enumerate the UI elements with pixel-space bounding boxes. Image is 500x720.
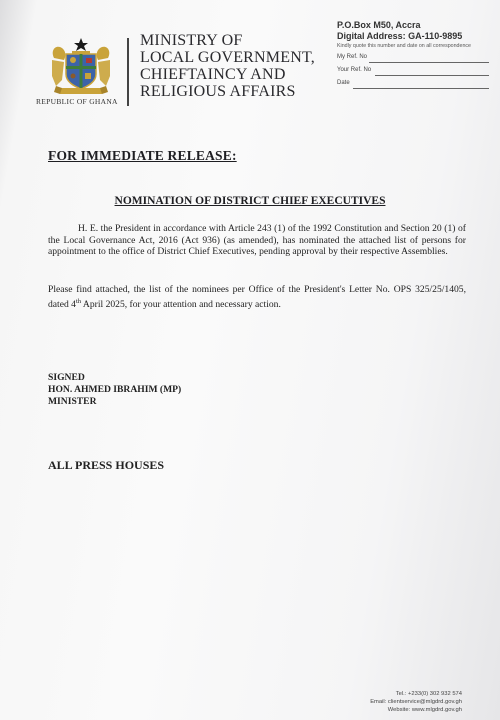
paragraph-nomination: H. E. the President in accordance with Article 243 (1) of the 1992 Constitution and Section 20 (1) of the Local Governance Act, 2016 (Act 936) (as amended), has nominated the attached list of persons for appointment to the office of District Chief Executives, pending approval by their respective Assemblies. (48, 223, 466, 257)
footer-contact (370, 690, 462, 714)
ministry-line-3: CHIEFTAINCY AND (140, 66, 286, 83)
your-ref-line (375, 75, 489, 76)
paragraph-attachment (48, 284, 466, 310)
release-heading: FOR IMMEDIATE RELEASE: (48, 148, 237, 163)
date-line (353, 88, 489, 89)
quote-note: Kindly quote this number and date on all correspondence (337, 43, 471, 49)
po-box: P.O.Box M50, Accra (337, 20, 421, 30)
signatory-role: MINISTER (48, 396, 97, 407)
ministry-line-2: LOCAL GOVERNMENT, (140, 49, 315, 66)
ghana-coat-of-arms-icon (48, 36, 114, 96)
letterhead-divider (127, 38, 129, 106)
press-recipients: ALL PRESS HOUSES (48, 458, 165, 472)
paragraph-attachment-text-2: April 2025, for your attention and necessary action. (81, 298, 281, 310)
country-label: REPUBLIC OF GHANA (36, 97, 118, 106)
contact-block (337, 20, 497, 90)
ministry-line-4: RELIGIOUS AFFAIRS (140, 83, 296, 100)
footer-email: Email: clientservice@mlgdrd.gov.gh (370, 699, 462, 705)
digital-address: Digital Address: GA-110-9895 (337, 31, 463, 41)
ministry-line-1: MINISTRY OF (140, 32, 243, 49)
my-ref-row (337, 51, 497, 64)
your-ref-row (337, 64, 497, 77)
footer-tel: Tel.: +233(0) 302 932 574 (395, 691, 462, 697)
date-ordinal-suffix: th (75, 297, 82, 305)
ministry-name (140, 32, 315, 100)
date-label: Date (337, 80, 350, 86)
signature-block (48, 372, 181, 408)
signed-label: SIGNED (48, 372, 85, 383)
date-row (337, 77, 497, 90)
your-ref-label: Your Ref. No (337, 67, 372, 73)
my-ref-label: My Ref. No (337, 54, 368, 60)
paragraph-attachment-text-1: Please find attached, the list of the nominees per Office of the President's Letter No. OPS 325/25/1405, dated 4 (48, 284, 466, 310)
my-ref-line (369, 62, 489, 63)
signatory-name: HON. AHMED IBRAHIM (MP) (48, 384, 182, 395)
footer-website: Website: www.mlgdrd.gov.gh (387, 707, 462, 713)
document-title: NOMINATION OF DISTRICT CHIEF EXECUTIVES (114, 195, 386, 207)
